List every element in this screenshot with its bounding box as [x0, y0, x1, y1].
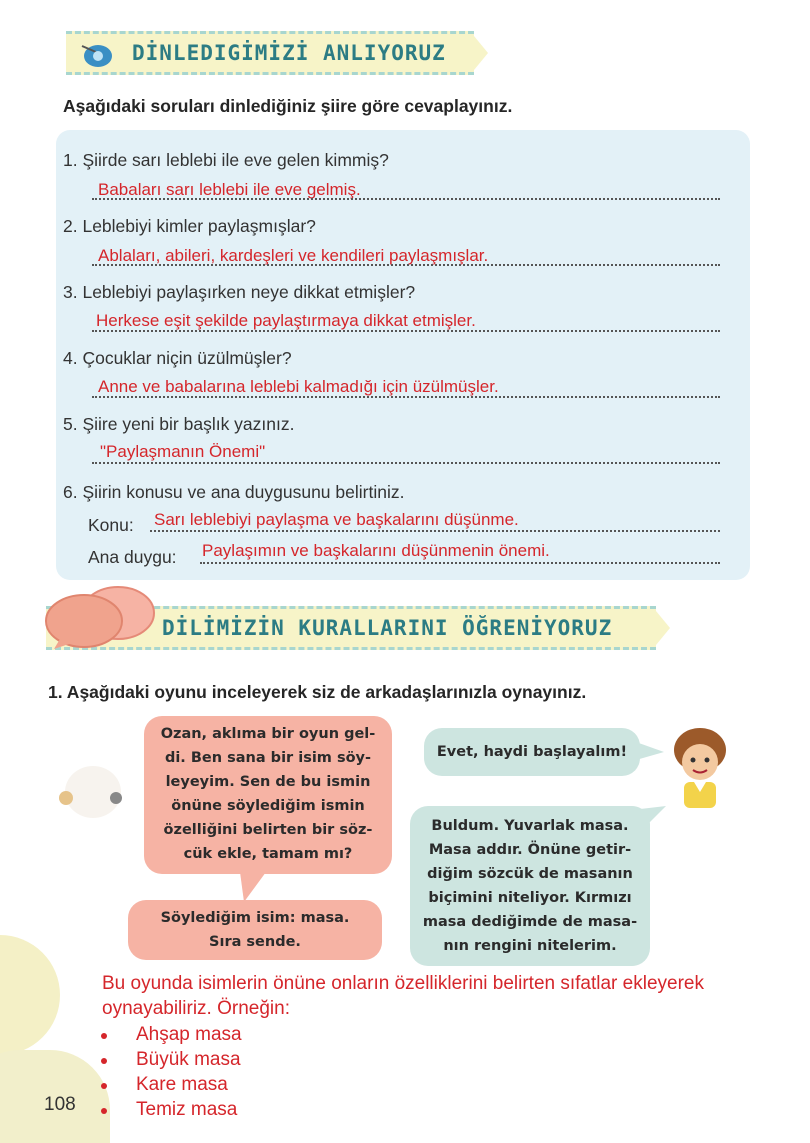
- bubble-left-top: [144, 716, 392, 874]
- question-6: 6. Şiirin konusu ve ana duygusunu belirtiniz.: [63, 482, 405, 502]
- ana-duygu-label: Ana duygu:: [88, 547, 177, 567]
- bullet-icon: [101, 1083, 107, 1089]
- bubble-left-top-line: önüne söylediğim ismin: [171, 798, 365, 814]
- page-number: 108: [44, 1094, 76, 1115]
- section2-instruction: 1. Aşağıdaki oyunu inceleyerek siz de arkadaşlarınızla oynayınız.: [48, 682, 587, 702]
- bullet-icon: [101, 1033, 107, 1039]
- speech-bubbles-icon: [40, 585, 156, 651]
- answer-5: "Paylaşmanın Önemi": [100, 442, 266, 461]
- answer-line-3: [92, 330, 720, 332]
- answer-2: Ablaları, abileri, kardeşleri ve kendileri paylaşmışlar.: [98, 246, 489, 265]
- girl-character-icon: [48, 758, 138, 828]
- answer-line-4: [92, 396, 720, 398]
- section1-instruction: Aşağıdaki soruları dinlediğiniz şiire göre cevaplayınız.: [63, 96, 513, 116]
- example-item: Büyük masa: [136, 1049, 241, 1070]
- konu-answer: Sarı leblebiyi paylaşma ve başkalarını düşünme.: [154, 510, 519, 529]
- question-2: 2. Leblebiyi kimler paylaşmışlar?: [63, 216, 316, 236]
- answer-line-2: [92, 264, 720, 266]
- bubble-right-bottom-line: biçimini niteliyor. Kırmızı: [428, 890, 632, 906]
- bubble-right-bottom-line: Buldum. Yuvarlak masa.: [431, 818, 629, 834]
- game-answer-line: oynayabiliriz. Örneğin:: [102, 998, 290, 1019]
- bubble-right-bottom-line: Masa addır. Önüne getir-: [428, 842, 632, 858]
- section1-title: DİNLEDIGİMİZİ ANLIYORUZ: [132, 41, 446, 65]
- bubble-right-bottom-line: diğim sözcük de masanın: [427, 866, 633, 882]
- answer-line-5: [92, 462, 720, 464]
- bullet-icon: [101, 1058, 107, 1064]
- example-item: Temiz masa: [136, 1099, 238, 1120]
- bubble-right-bottom-line: masa dediğimde de masa-: [422, 914, 638, 930]
- example-item: Ahşap masa: [136, 1024, 242, 1045]
- bubble-left-bottom-line: Sıra sende.: [209, 934, 301, 950]
- answer-4: Anne ve babalarına leblebi kalmadığı için üzülmüşler.: [98, 377, 499, 396]
- listening-icon: [76, 38, 114, 70]
- section2-title: DİLİMİZİN KURALLARINI ÖĞRENİYORUZ: [162, 616, 613, 640]
- konu-label: Konu:: [88, 515, 134, 535]
- answer-3: Herkese eşit şekilde paylaştırmaya dikkat etmişler.: [96, 311, 476, 330]
- ana-duygu-answer: Paylaşımın ve başkalarını düşünmenin önemi.: [202, 541, 550, 560]
- question-3: 3. Leblebiyi paylaşırken neye dikkat etmişler?: [63, 282, 416, 302]
- bubble-left-bottom: [128, 900, 382, 960]
- bullet-icon: [101, 1108, 107, 1114]
- boy-character-icon: [664, 722, 736, 812]
- bubble-left-top-line: leyeyim. Sen de bu ismin: [165, 774, 371, 790]
- question-4: 4. Çocuklar niçin üzülmüşler?: [63, 348, 292, 368]
- question-1: 1. Şiirde sarı leblebi ile eve gelen kimmiş?: [63, 150, 389, 170]
- answer-line-1: [92, 198, 720, 200]
- bubble-right-top: Evet, haydi başlayalım!: [424, 728, 640, 776]
- example-item: Kare masa: [136, 1074, 228, 1095]
- bubble-left-top-line: Ozan, aklıma bir oyun gel-: [160, 726, 376, 742]
- bubble-right-bottom-line: nın rengini nitelerim.: [443, 938, 617, 954]
- bubble-tail: [636, 742, 666, 762]
- section1-banner: [66, 31, 474, 75]
- decorative-corner: [0, 935, 60, 1055]
- bubble-left-top-line: özelliğini belirten bir söz-: [163, 822, 373, 838]
- bubble-left-top-line: di. Ben sana bir isim söy-: [164, 750, 372, 766]
- question-5: 5. Şiire yeni bir başlık yazınız.: [63, 414, 295, 434]
- konu-line: [150, 530, 720, 532]
- answer-1: Babaları sarı leblebi ile eve gelmiş.: [98, 180, 361, 199]
- ana-duygu-line: [200, 562, 720, 564]
- bubble-left-top-line: cük ekle, tamam mı?: [183, 846, 353, 862]
- bubble-right-bottom: [410, 806, 650, 966]
- bubble-left-bottom-line: Söylediğim isim: masa.: [160, 910, 350, 926]
- bubble-tail: [632, 806, 668, 836]
- game-answer-line: Bu oyunda isimlerin önüne onların özelliklerini belirten sıfatlar ekleyerek: [102, 973, 704, 994]
